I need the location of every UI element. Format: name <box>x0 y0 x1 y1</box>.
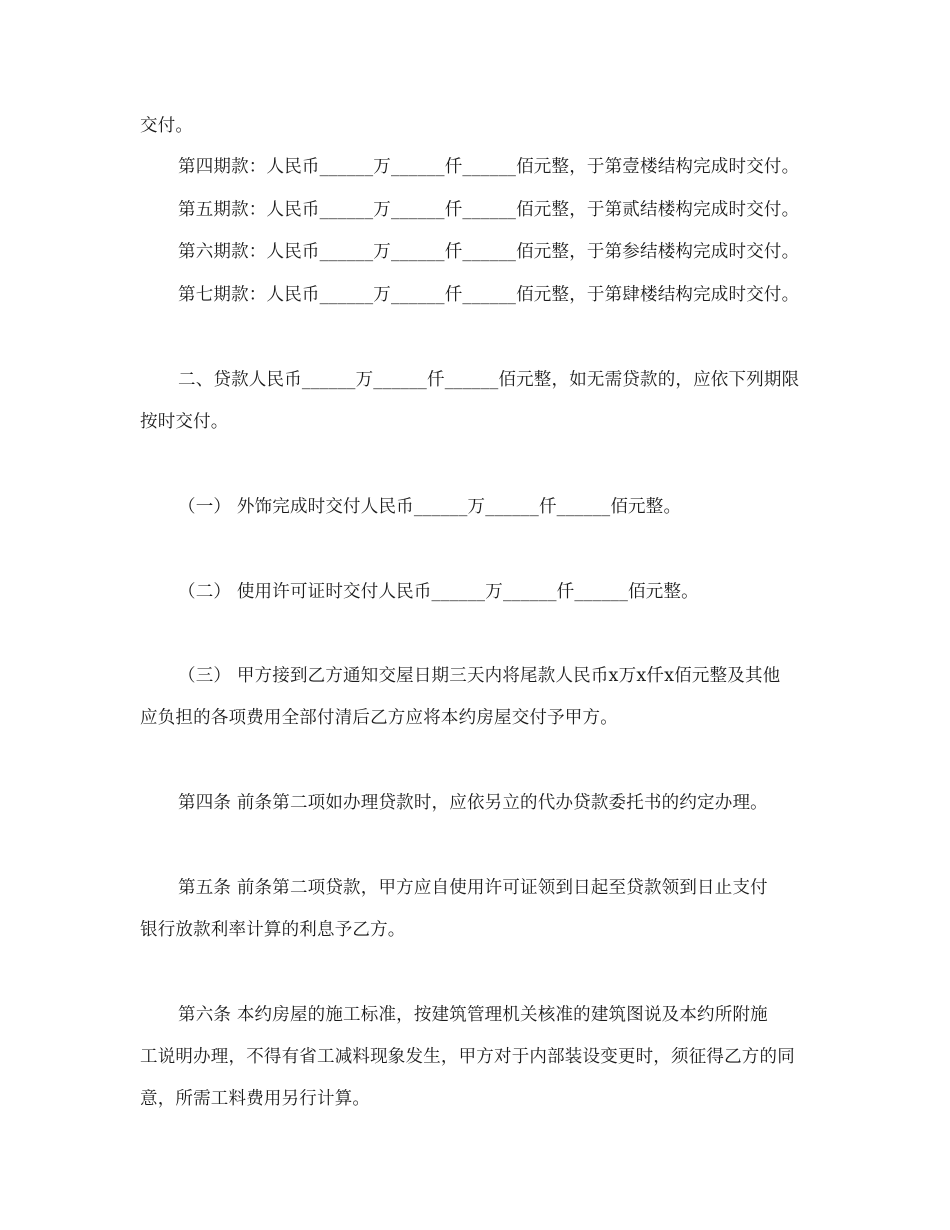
paragraph-line: 第六条 本约房屋的施工标准，按建筑管理机关核准的建筑图说及本约所附施 <box>178 1005 768 1025</box>
paragraph-line: 第六期款：人民币______万______仟______佰元整，于第参结楼构完成时交付。 <box>178 242 800 262</box>
paragraph-line: 二、贷款人民币______万______仟______佰元整，如无需贷款的，应依下列期限 <box>178 370 800 390</box>
paragraph-line: 第七期款：人民币______万______仟______佰元整，于第肆楼结构完成时交付。 <box>178 285 800 305</box>
paragraph-line: 按时交付。 <box>140 412 229 432</box>
paragraph-line: 第五期款：人民币______万______仟______佰元整，于第贰结楼构完成时交付。 <box>178 200 800 220</box>
paragraph-line: 意，所需工料费用另行计算。 <box>140 1089 371 1109</box>
paragraph-line: 第四期款：人民币______万______仟______佰元整，于第壹楼结构完成时交付。 <box>178 157 800 177</box>
paragraph-line: 交付。 <box>140 116 194 136</box>
paragraph-line: 应负担的各项费用全部付清后乙方应将本约房屋交付予甲方。 <box>140 708 618 728</box>
paragraph-line: （三） 甲方接到乙方通知交屋日期三天内将尾款人民币x万x仟x佰元整及其他 <box>178 666 781 686</box>
paragraph-line: 第五条 前条第二项贷款，甲方应自使用许可证领到日起至贷款领到日止支付 <box>178 878 768 898</box>
paragraph-line: （一） 外饰完成时交付人民币______万______仟______佰元整。 <box>178 497 682 517</box>
paragraph-line: （二） 使用许可证时交付人民币______万______仟______佰元整。 <box>178 582 699 602</box>
paragraph-line: 工说明办理，不得有省工减料现象发生，甲方对于内部装设变更时，须征得乙方的同 <box>140 1047 795 1067</box>
paragraph-line: 第四条 前条第二项如办理贷款时，应依另立的代办贷款委托书的约定办理。 <box>178 793 768 813</box>
paragraph-line: 银行放款利率计算的利息予乙方。 <box>140 920 406 940</box>
